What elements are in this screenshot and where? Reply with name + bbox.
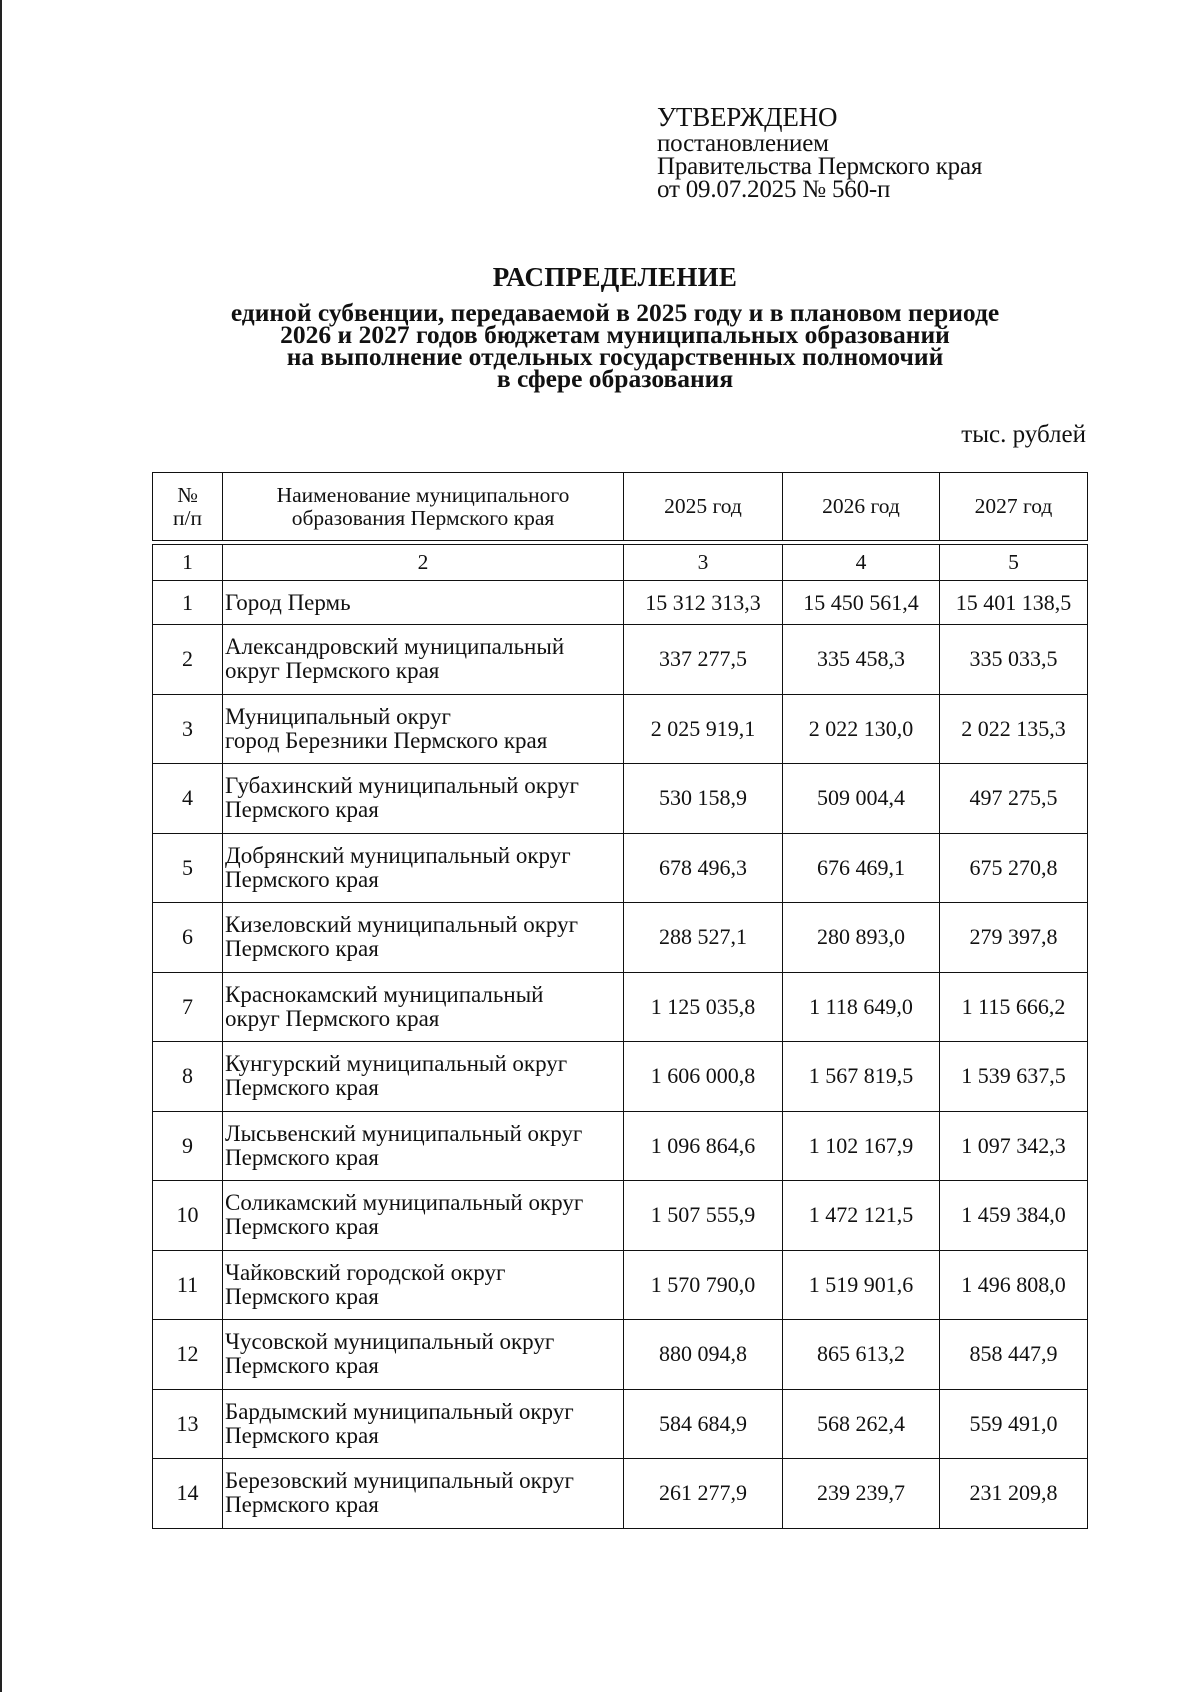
amount-2027: 279 397,8 [940,903,1088,973]
municipality-name-line-2: Пермского края [225,1075,379,1101]
row-number: 5 [153,833,223,903]
units-label: тыс. рублей [961,421,1086,448]
row-number: 1 [153,581,223,625]
row-number: 14 [153,1459,223,1529]
amount-2027: 1 539 637,5 [940,1042,1088,1112]
amount-2025: 1 507 555,9 [624,1181,783,1251]
amount-2025: 1 125 035,8 [624,972,783,1042]
municipality-name-line-2: округ Пермского края [225,658,440,684]
amount-2025: 530 158,9 [624,764,783,834]
municipality-name-line-2: Пермского края [225,866,379,892]
index-cell: 3 [624,545,783,581]
municipality-name-line-1: Чайковский городской округ [225,1259,506,1285]
amount-2026: 1 567 819,5 [783,1042,940,1112]
municipality-name [223,625,624,695]
municipality-name-line-2: Пермского края [225,936,379,962]
amount-2025: 678 496,3 [624,833,783,903]
amount-2026: 676 469,1 [783,833,940,903]
municipality-name-line-2: округ Пермского края [225,1005,440,1031]
amount-2026: 2 022 130,0 [783,694,940,764]
index-cell: 4 [783,545,940,581]
row-number: 7 [153,972,223,1042]
table-row [153,581,1088,625]
row-number: 3 [153,694,223,764]
table-row [153,764,1088,834]
municipality-name [223,1111,624,1181]
header-2027: 2027 год [940,473,1088,541]
subtitle-line-1: единой субвенции, передаваемой в 2025 году и в плановом периоде [230,298,1000,327]
municipality-name-line-1: Добрянский муниципальный округ [225,842,571,868]
amount-2026: 1 519 901,6 [783,1250,940,1320]
amount-2026: 335 458,3 [783,625,940,695]
row-number: 12 [153,1320,223,1390]
header-number [153,473,223,541]
municipality-name-line-2: Пермского края [225,1353,379,1379]
amount-2026: 1 118 649,0 [783,972,940,1042]
table-row [153,903,1088,973]
amount-2025: 584 684,9 [624,1389,783,1459]
municipality-name-line-2: Пермского края [225,1283,379,1309]
municipality-name-line-1: Березовский муниципальный округ [225,1468,574,1494]
amount-2027: 497 275,5 [940,764,1088,834]
row-number: 8 [153,1042,223,1112]
table-row [153,1389,1088,1459]
municipality-name-line-1: Муниципальный округ [225,703,451,729]
table-row [153,972,1088,1042]
index-cell: 1 [153,545,223,581]
amount-2025: 288 527,1 [624,903,783,973]
amount-2025: 1 096 864,6 [624,1111,783,1181]
municipality-name [223,1181,624,1251]
scan-edge-line [0,0,2,1692]
row-number: 6 [153,903,223,973]
municipality-name-line-1: Кизеловский муниципальный округ [225,912,578,938]
municipality-name [223,581,624,625]
municipality-name-line-1: Чусовской муниципальный округ [225,1329,555,1355]
municipality-name [223,764,624,834]
row-number: 11 [153,1250,223,1320]
subtitle-line-4: в сфере образования [496,364,734,393]
amount-2027: 675 270,8 [940,833,1088,903]
amount-2027: 1 097 342,3 [940,1111,1088,1181]
index-cell: 2 [223,545,624,581]
municipality-name-line-1: Губахинский муниципальный округ [225,773,579,799]
row-number: 10 [153,1181,223,1251]
approval-line-3: от 09.07.2025 № 560-п [657,176,891,203]
header-2026: 2026 год [783,473,940,541]
row-number: 13 [153,1389,223,1459]
amount-2026: 865 613,2 [783,1320,940,1390]
amount-2027: 2 022 135,3 [940,694,1088,764]
amount-2027: 559 491,0 [940,1389,1088,1459]
header-name-line-2: образования Пермского края [291,505,555,530]
municipality-name-line-1: Бардымский муниципальный округ [225,1398,574,1424]
amount-2026: 15 450 561,4 [783,581,940,625]
approval-title: УТВЕРЖДЕНО [657,102,838,132]
municipality-name-line-2: Пермского края [225,1492,379,1518]
amount-2025: 1 570 790,0 [624,1250,783,1320]
municipality-name [223,1042,624,1112]
municipality-name [223,1389,624,1459]
municipality-name [223,694,624,764]
index-cell: 5 [940,545,1088,581]
amount-2027: 1 459 384,0 [940,1181,1088,1251]
header-name-line-1: Наименование муниципального [276,482,570,507]
header-name [223,473,624,541]
header-2025: 2025 год [624,473,783,541]
distribution-table [152,472,1088,1529]
municipality-name-line-1: Город Пермь [225,589,351,615]
municipality-name [223,972,624,1042]
amount-2027: 1 496 808,0 [940,1250,1088,1320]
municipality-name-line-1: Александровский муниципальный [225,634,565,660]
header-number-line-1: № [177,482,198,507]
table-index-row [153,545,1088,581]
amount-2027: 231 209,8 [940,1459,1088,1529]
subtitle-line-2: 2026 и 2027 годов бюджетам муниципальных образований [280,320,950,349]
municipality-name [223,1320,624,1390]
municipality-name-line-1: Лысьвенский муниципальный округ [225,1120,583,1146]
row-number: 9 [153,1111,223,1181]
municipality-name-line-2: Пермского края [225,797,379,823]
header-number-line-2: п/п [173,505,202,530]
municipality-name [223,833,624,903]
amount-2025: 2 025 919,1 [624,694,783,764]
amount-2026: 1 102 167,9 [783,1111,940,1181]
amount-2027: 1 115 666,2 [940,972,1088,1042]
table-row [153,1320,1088,1390]
table-header-row [153,473,1088,541]
municipality-name-line-1: Соликамский муниципальный округ [225,1190,584,1216]
table-row [153,1459,1088,1529]
approval-line-2: Правительства Пермского края [657,153,983,180]
amount-2026: 509 004,4 [783,764,940,834]
municipality-name-line-2: Пермского края [225,1422,379,1448]
municipality-name-line-2: Пермского края [225,1144,379,1170]
table-row [153,1181,1088,1251]
approval-stamp [657,102,982,201]
table-body [153,581,1088,1529]
amount-2025: 880 094,8 [624,1320,783,1390]
table-row [153,1111,1088,1181]
amount-2027: 858 447,9 [940,1320,1088,1390]
amount-2026: 568 262,4 [783,1389,940,1459]
municipality-name-line-2: город Березники Пермского края [225,727,548,753]
amount-2025: 1 606 000,8 [624,1042,783,1112]
amount-2025: 15 312 313,3 [624,581,783,625]
table-row [153,694,1088,764]
approval-line-1: постановлением [657,130,829,157]
amount-2026: 1 472 121,5 [783,1181,940,1251]
amount-2026: 239 239,7 [783,1459,940,1529]
row-number: 2 [153,625,223,695]
municipality-name [223,1250,624,1320]
amount-2027: 335 033,5 [940,625,1088,695]
amount-2025: 337 277,5 [624,625,783,695]
amount-2025: 261 277,9 [624,1459,783,1529]
municipality-name [223,903,624,973]
table-row [153,625,1088,695]
municipality-name [223,1459,624,1529]
table-row [153,1042,1088,1112]
municipality-name-line-2: Пермского края [225,1214,379,1240]
municipality-name-line-1: Кунгурский муниципальный округ [225,1051,568,1077]
municipality-name-line-1: Краснокамский муниципальный [225,981,544,1007]
subtitle-line-3: на выполнение отдельных государственных полномочий [286,342,944,371]
row-number: 4 [153,764,223,834]
amount-2026: 280 893,0 [783,903,940,973]
table-row [153,1250,1088,1320]
document-subtitle [150,298,1080,393]
table-row [153,833,1088,903]
amount-2027: 15 401 138,5 [940,581,1088,625]
document-title: РАСПРЕДЕЛЕНИЕ [492,262,738,292]
